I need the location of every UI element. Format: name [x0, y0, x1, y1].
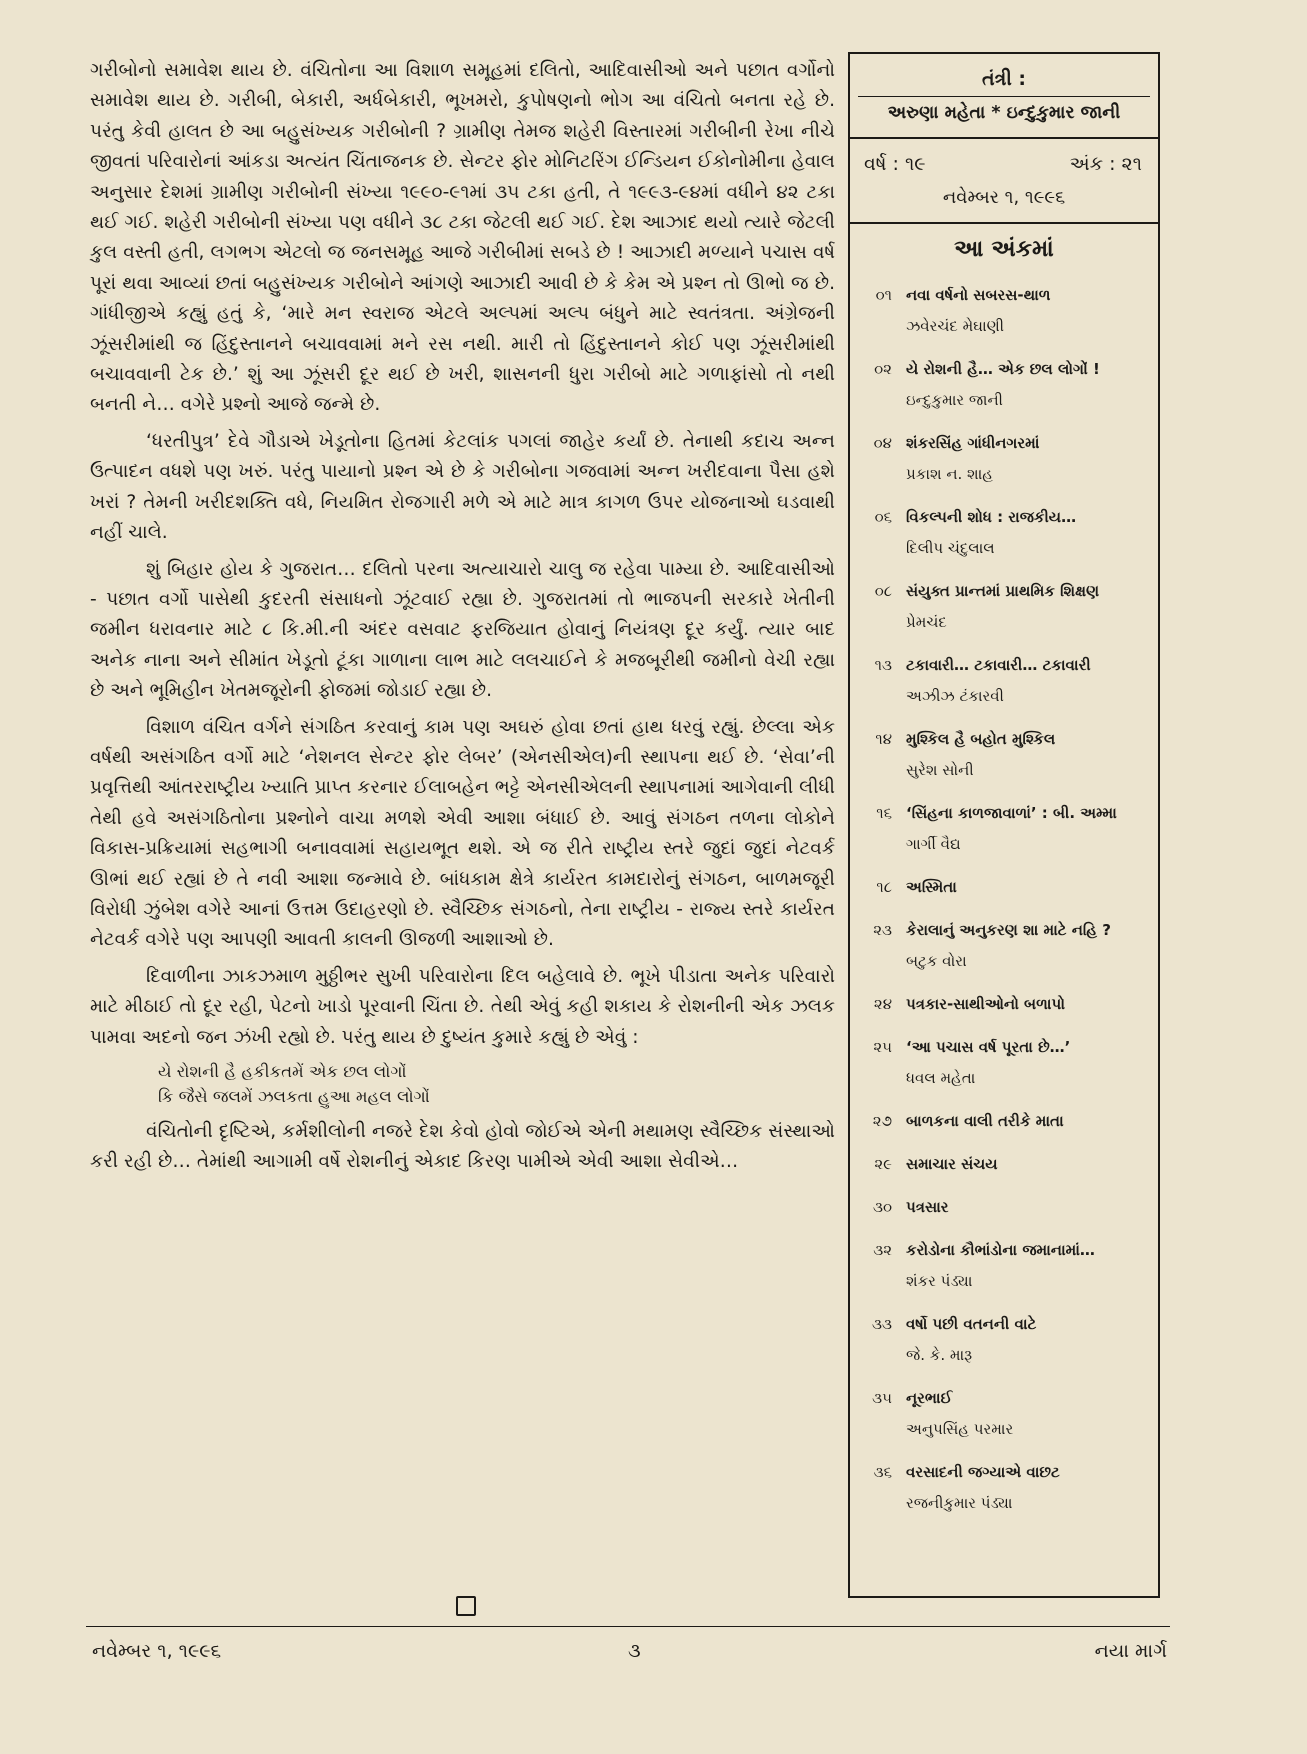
toc-author: ગાર્ગી વૈદ્ય: [906, 835, 961, 853]
toc-page-number: ૩૩: [872, 1315, 892, 1333]
toc-item: [850, 989, 1158, 1020]
toc-title: પત્રકાર-સાથીઓનો બળાપો: [906, 995, 1065, 1013]
toc-title: વિકલ્પની શોધ : રાજકીય…: [906, 508, 1077, 526]
toc-author: પ્રકાશ ન. શાહ: [906, 465, 993, 483]
toc-page-number: ૦૮: [874, 582, 892, 600]
toc-page-number: ૨૯: [874, 1155, 892, 1173]
toc-item: [850, 1235, 1158, 1297]
toc-author: દિલીપ ચંદુલાલ: [906, 539, 995, 557]
toc-author: અઝીઝ ટંકારવી: [906, 687, 1004, 705]
toc-author: ઇન્દુકુમાર જાની: [906, 391, 1003, 409]
issue-number: અંક : ૨૧: [1069, 153, 1142, 175]
toc-page-number: ૦૧: [875, 286, 892, 304]
article-paragraph: ગરીબોનો સમાવેશ થાય છે. વંચિતોના આ વિશાળ સમૂહમાં દલિતો, આદિવાસીઓ અને પછાત વર્ગોનો સમાવેશ થાય છે. ગરીબી, બેકારી, અર્ધબેકારી, ભૂખમરો, કુપોષણનો ભોગ આ વંચિતો બનતા રહે છે. પરંતુ કેવી હાલત છે આ બહુસંખ્યક ગરીબોની ? ગ્રામીણ તેમજ શહેરી વિસ્તારમાં ગરીબીની રેખા નીચે જીવતાં પરિવારોનાં આંકડા અત્યંત ચિંતાજનક છે. સેન્ટર ફોર મોનિટરિંગ ઈન્ડિયન ઈકોનોમીના હેવાલ અનુસાર દેશમાં ગ્રામીણ ગરીબોની સંખ્યા ૧૯૯૦-૯૧માં ૩૫ ટકા હતી, તે ૧૯૯૩-૯૪માં વધીને ૪૨ ટકા થઈ ગઈ. શહેરી ગરીબોની સંખ્યા પણ વધીને ૩૮ ટકા જેટલી થઈ ગઈ. દેશ આઝાદ થયો ત્યારે જેટલી કુલ વસ્તી હતી, લગભગ એટલો જ જનસમૂહ આજે ગરીબીમાં સબડે છે ! આઝાદી મળ્યાને પચાસ વર્ષ પૂરાં થવા આવ્યાં છતાં બહુસંખ્યક ગરીબોને આંગણે આઝાદી આવી છે કે કેમ એ પ્રશ્ન તો ઊભો જ છે. ગાંધીજીએ કહ્યું હતું કે, ‘મારે મન સ્વરાજ એટલે અલ્પમાં અલ્પ બંધુને માટે સ્વતંત્રતા. અંગ્રેજની ઝૂંસરીમાંથી જ હિંદુસ્તાનને બચાવવામાં મને રસ નથી. મારી તો હિંદુસ્તાનને કોઈ પણ ઝૂંસરીમાંથી બચાવવાની ટેક છે.’ શું આ ઝૂંસરી દૂર થઈ છે ખરી, શાસનની ધુરા ગરીબો માટે ગળાફાંસો તો નથી બનતી ને… વગેરે પ્રશ્નો આજે જન્મે છે.: [90, 60, 836, 416]
toc-page-number: ૦૬: [874, 508, 892, 526]
toc-author: પ્રેમચંદ: [906, 613, 947, 631]
publication-name: નયા માર્ગ: [1094, 1640, 1167, 1662]
issue-box: [850, 139, 1158, 224]
toc-item: [850, 576, 1158, 638]
toc-title: શંકરસિંહ ગાંધીનગરમાં: [906, 434, 1040, 452]
editors-box: [850, 54, 1158, 139]
toc-title: બાળકના વાલી તરીકે માતા: [906, 1112, 1064, 1130]
editorial-article: [90, 56, 835, 1184]
toc-author: શંકર પંડ્યા: [906, 1272, 973, 1290]
toc-page-number: ૨૭: [872, 1112, 892, 1130]
toc-item: [850, 1192, 1158, 1223]
article-closing: વંચિતોની દૃષ્ટિએ, કર્મશીલોની નજરે દેશ કેવો હોવો જોઈએ એની મથામણ સ્વૈચ્છિક સંસ્થાઓ કરી રહી છે… તેમાંથી આગામી વર્ષે રોશનીનું એકાદ કિરણ પામીએ એવી આશા સેવીએ…: [90, 1121, 835, 1173]
toc-title: નૂરભાઈ: [906, 1389, 953, 1407]
editor-names: અરુણા મહેતા * ઇન્દુકુમાર જાની: [858, 96, 1150, 137]
volume-year: વર્ષ : ૧૯: [864, 153, 926, 175]
toc-item: [850, 798, 1158, 860]
toc-title: કેરાલાનું અનુકરણ શા માટે નહિ ?: [906, 921, 1111, 939]
toc-page-number: ૩૬: [873, 1463, 892, 1481]
toc-page-number: ૩૨: [873, 1241, 892, 1259]
toc-item: [850, 428, 1158, 490]
toc-item: [850, 1457, 1158, 1519]
table-of-contents: [850, 224, 1158, 1519]
article-paragraph: ‘ધરતીપુત્ર’ દેવે ગૌડાએ ખેડૂતોના હિતમાં કેટલાંક પગલાં જાહેર કર્યાં છે. તેનાથી કદાચ અન્ન ઉત્પાદન વધશે પણ ખરું. પરંતુ પાયાનો પ્રશ્ન એ છે કે ગરીબોના ગજવામાં અન્ન ખરીદવાના પૈસા હશે ખરાં ? તેમની ખરીદશક્તિ વધે, નિયમિત રોજગારી મળે એ માટે માત્ર કાગળ ઉપર યોજનાઓ ઘડવાથી નહીં ચાલે.: [90, 430, 835, 544]
masthead-sidebar: [848, 52, 1160, 1598]
toc-title: મુશ્કિલ હૈ બહોત મુશ્કિલ: [906, 730, 1056, 748]
toc-page-number: ૧૪: [875, 730, 892, 748]
toc-item: [850, 1149, 1158, 1180]
toc-page-number: ૨૪: [873, 995, 892, 1013]
toc-page-number: ૧૩: [874, 656, 892, 674]
end-of-article-mark: [456, 1596, 476, 1616]
toc-author: રજનીકુમાર પંડ્યા: [906, 1494, 1013, 1512]
verse-line: યે રોશની હૈ હકીકતમેં એક છલ લોગોં: [158, 1062, 407, 1081]
toc-author: અનુપસિંહ પરમાર: [906, 1420, 1014, 1438]
toc-title: કરોડોના કૌભાંડોના જમાનામાં…: [906, 1241, 1095, 1259]
toc-list: [850, 272, 1158, 1519]
toc-author: બટુક વોરા: [906, 952, 967, 970]
toc-title: સમાચાર સંચય: [906, 1155, 998, 1173]
article-paragraph: શું બિહાર હોય કે ગુજરાત… દલિતો પરના અત્યાચારો ચાલુ જ રહેવા પામ્યા છે. આદિવાસીઓ - પછાત વર્ગો પાસેથી કુદરતી સંસાધનો ઝૂંટવાઈ રહ્યા છે. ગુજરાતમાં તો ભાજપની સરકારે ખેતીની જમીન ધરાવનાર માટે ૮ કિ.મી.ની અંદર વસવાટ ફરજિયાત હોવાનું નિયંત્રણ દૂર કર્યું. ત્યાર બાદ અનેક નાના અને સીમાંત ખેડૂતો ટૂંકા ગાળાના લાભ માટે લલચાઈને કે મજબૂરીથી જમીનો વેચી રહ્યા છે અને ભૂમિહીન ખેતમજૂરોની ફોજમાં જોડાઈ રહ્યા છે.: [90, 558, 835, 702]
editor-label: તંત્રી :: [982, 68, 1026, 90]
toc-item: [850, 872, 1158, 903]
toc-author: ધવલ મહેતા: [906, 1069, 976, 1087]
toc-page-number: ૧૬: [876, 804, 892, 822]
toc-title: ‘સિંહના કાળજાવાળાં’ : બી. અમ્મા: [906, 804, 1117, 822]
toc-title: વરસાદની જગ્યાએ વાછટ: [906, 1463, 1060, 1481]
page-number: ૩: [628, 1640, 641, 1662]
toc-item: [850, 915, 1158, 977]
toc-author: જે. કે. મારૂ: [906, 1346, 973, 1364]
footer-divider: [86, 1626, 1170, 1627]
issue-date: નવેમ્બર ૧, ૧૯૯૬: [942, 187, 1066, 208]
toc-item: [850, 650, 1158, 712]
article-paragraph: દિવાળીના ઝાકઝમાળ મુઠ્ઠીભર સુખી પરિવારોના દિલ બહેલાવે છે. ભૂખે પીડાતા અનેક પરિવારો માટે મીઠાઈ તો દૂર રહી, પેટનો ખાડો પૂરવાની ચિંતા છે. તેથી એવું કહી શકાય કે રોશનીની એક ઝલક પામવા અદનો જન ઝંખી રહ્યો છે. પરંતુ થાય છે દુષ્યંત કુમારે કહ્યું છે એવું :: [90, 965, 835, 1048]
toc-item: [850, 1309, 1158, 1371]
toc-author: સુરેશ સોની: [906, 761, 974, 779]
toc-title: પત્રસાર: [906, 1198, 949, 1216]
toc-page-number: ૩૦: [872, 1198, 892, 1216]
toc-title: સંયુક્ત પ્રાન્તમાં પ્રાથમિક શિક્ષણ: [906, 582, 1100, 600]
toc-item: [850, 280, 1158, 342]
toc-page-number: ૧૮: [876, 878, 892, 896]
toc-author: ઝવેરચંદ મેઘાણી: [906, 317, 1004, 335]
toc-title: નવા વર્ષનો સબરસ-થાળ: [906, 286, 1051, 304]
toc-item: [850, 502, 1158, 564]
toc-page-number: ૦૪: [873, 434, 892, 452]
footer-date: નવેમ્બર ૧, ૧૯૯૬: [92, 1640, 222, 1662]
toc-title: ‘આ પચાસ વર્ષ પૂરતા છે…’: [906, 1038, 1071, 1056]
toc-page-number: ૨૫: [873, 1038, 892, 1056]
toc-item: [850, 724, 1158, 786]
toc-page-number: ૨૩: [873, 921, 892, 939]
toc-page-number: ૩૫: [872, 1389, 892, 1407]
toc-item: [850, 1383, 1158, 1445]
article-paragraph: વિશાળ વંચિત વર્ગને સંગઠિત કરવાનું કામ પણ અઘરું હોવા છતાં હાથ ધરવું રહ્યું. છેલ્લા એક વર્ષથી અસંગઠિત વર્ગો માટે ‘નેશનલ સેન્ટર ફોર લેબર’ (એનસીએલ)ની સ્થાપના થઈ છે. ‘સેવા’ની પ્રવૃત્તિથી આંતરરાષ્ટ્રીય ખ્યાતિ પ્રાપ્ત કરનાર ઈલાબહેન ભટ્ટે એનસીએલની સ્થાપનામાં આગેવાની લીધી તેથી હવે અસંગઠિતોના પ્રશ્નોને વાચા મળશે એવી આશા બંધાઈ છે. આવું સંગઠન તળના લોકોને વિકાસ-પ્રક્રિયામાં સહભાગી બનાવવામાં સહાયભૂત થશે. એ જ રીતે રાષ્ટ્રીય સ્તરે જુદાં જુદાં નેટવર્ક ઊભાં થઈ રહ્યાં છે તે નવી આશા જન્માવે છે. બાંધકામ ક્ષેત્રે કાર્યરત કામદારોનું સંગઠન, બાળમજૂરી વિરોધી ઝુંબેશ વગેરે આનાં ઉત્તમ ઉદાહરણો છે. સ્વૈચ્છિક સંગઠનો, તેના રાષ્ટ્રીય - રાજ્ય સ્તરે કાર્યરત નેટવર્ક વગેરે પણ આપણી આવતી કાલની ઊજળી આશાઓ છે.: [90, 716, 835, 951]
toc-item: [850, 1106, 1158, 1137]
toc-title: અસ્મિતા: [906, 878, 957, 896]
toc-title: યે રોશની હૈ… એક છલ લોગોં !: [906, 360, 1100, 378]
toc-title: વર્ષો પછી વતનની વાટે: [906, 1315, 1037, 1333]
toc-page-number: ૦૨: [874, 360, 892, 378]
verse-line: કિ જૈસે જલમેં ઝલકતા હુઆ મહલ લોગોં: [158, 1087, 430, 1106]
toc-item: [850, 1032, 1158, 1094]
toc-title: ટકાવારી… ટકાવારી… ટકાવારી: [906, 656, 1091, 674]
toc-heading: આ અંકમાં: [954, 236, 1054, 262]
toc-item: [850, 354, 1158, 416]
